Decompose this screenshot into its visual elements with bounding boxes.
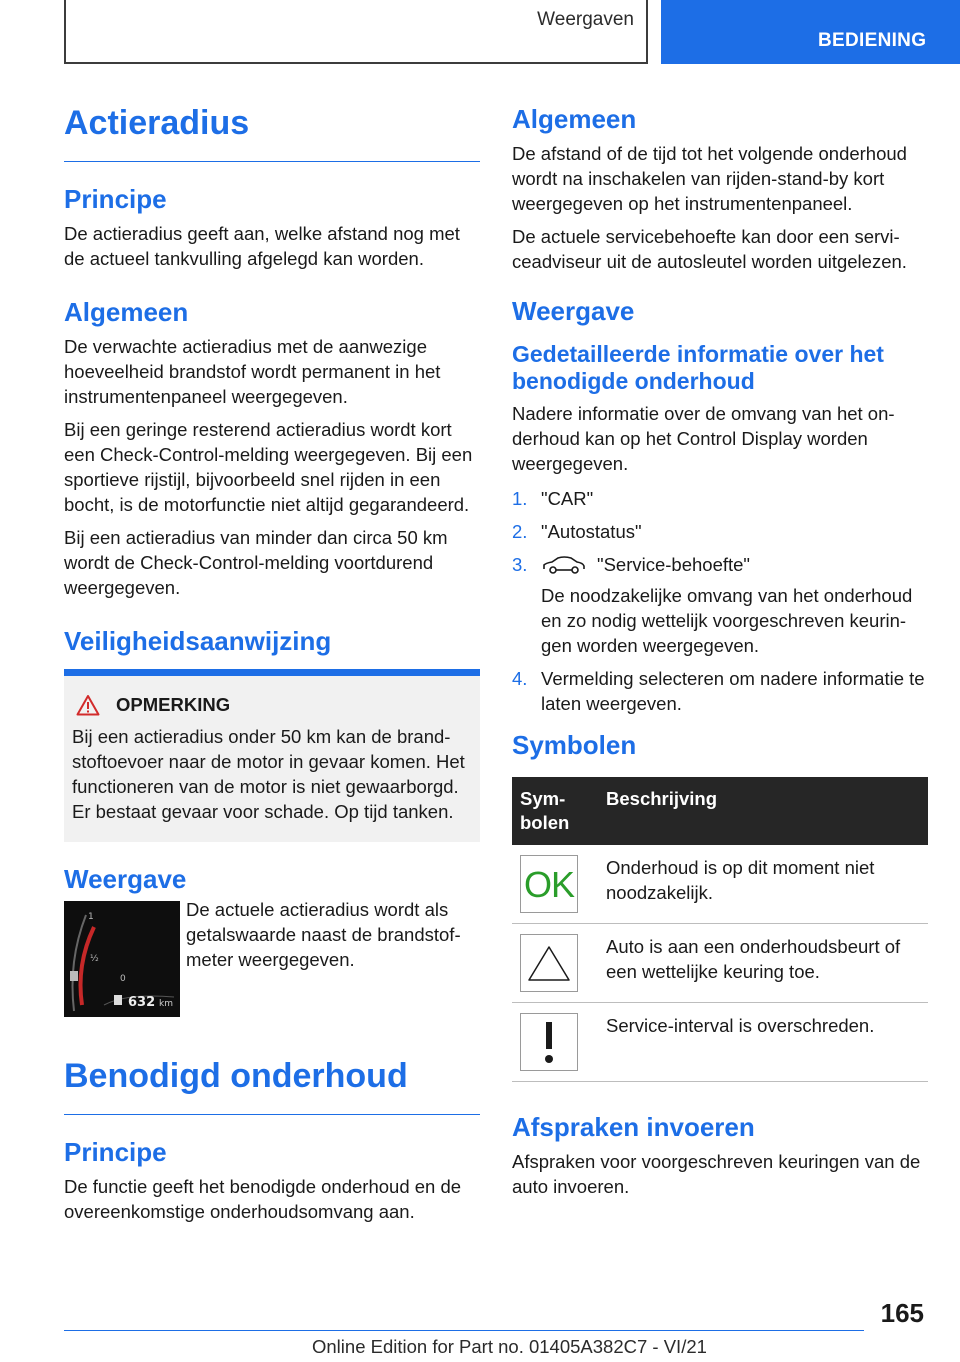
warning-box (64, 669, 480, 842)
list-item (512, 552, 928, 658)
cluster-range-unit: km (159, 999, 173, 1009)
header-section-box (64, 0, 648, 64)
warning-triangle-icon (76, 694, 100, 716)
footer-edition-text: Online Edition for Part no. 01405A382C7 - VI/21 (312, 1336, 707, 1357)
table-header-row (512, 777, 928, 845)
header-section-title: Weergaven (537, 9, 634, 30)
heading-rule (64, 161, 480, 162)
cluster-range-value: 632 (128, 995, 156, 1010)
algemeen-paragraph-1: De verwachte actieradius met de aanwezige hoeveelheid brandstof wordt permanent in het instrumentenpaneel weergegeven. (64, 336, 441, 407)
algemeen-onderhoud-paragraph-1: De afstand of de tijd tot het volgende onderhoud wordt na inschakelen van rijden-stand-by kort weergegeven op het instrumentenpaneel. (512, 143, 907, 214)
list-item (512, 666, 928, 716)
afspraken-text: Afspraken voor voorgeschreven keuringen van de auto invoeren. (512, 1151, 921, 1197)
page-number: 165 (880, 1298, 924, 1328)
heading-benodigd-onderhoud: Benodigd onderhoud (64, 1057, 408, 1095)
table-row (512, 1003, 928, 1082)
weergave-text: De actuele actieradius wordt als getalswaarde naast de brandstofmeter weergegeven. (186, 899, 461, 970)
heading-afspraken-invoeren: Afspraken invoeren (512, 1112, 755, 1142)
svg-text:1: 1 (88, 912, 94, 922)
left-column (64, 96, 480, 1232)
header-chapter-tab: BEDIENING (661, 0, 960, 64)
footer-rule (64, 1330, 864, 1331)
right-column (512, 104, 928, 1207)
table-cell-description: Onderhoud is op dit moment niet noodzakelijk. (598, 845, 928, 924)
table-row (512, 845, 928, 924)
step-text: Vermelding selecteren om nadere informatie te laten weergeven. (541, 668, 925, 714)
heading-principe-onderhoud: Principe (64, 1137, 167, 1167)
symbols-table (512, 777, 928, 1082)
algemeen-onderhoud-paragraph-2: De actuele servicebehoefte kan door een serviceadviseur uit de autosleutel worden uitgelezen. (512, 226, 907, 272)
step-number: 4. (512, 668, 528, 689)
heading-gedetailleerde-informatie: Gedetailleerde informatie over het benodigde onderhoud (512, 341, 884, 394)
heading-principe: Principe (64, 184, 167, 214)
exclamation-symbol-icon (520, 1013, 578, 1071)
table-header-symbols: Symbolen (512, 777, 598, 845)
table-header-description: Beschrijving (598, 777, 928, 845)
step-number: 1. (512, 488, 528, 509)
steps-list (512, 486, 928, 716)
step-number: 2. (512, 521, 528, 542)
algemeen-paragraph-2: Bij een geringe resterend actieradius wordt kort een Check-Control-melding weergegeven. Bij een sportieve rijstijl, bijvoorbeeld snel rijden in een bocht, is de motorfunctie niet altijd gegarandeerd. (64, 419, 473, 515)
detail-text: Nadere informatie over de omvang van het onderhoud kan op het Control Display worden weergegeven. (512, 403, 895, 474)
instrument-cluster-image (64, 901, 180, 1017)
step-text: "CAR" (541, 488, 594, 509)
step-subtext: De noodzakelijke omvang van het onderhoud en zo nodig wettelijk voorgeschreven keuringen worden weergegeven. (541, 585, 913, 656)
heading-algemeen: Algemeen (64, 297, 189, 327)
ok-symbol-icon: OK (520, 855, 578, 913)
heading-veiligheidsaanwijzing: Veiligheidsaanwijzing (64, 626, 332, 656)
heading-weergave-onderhoud: Weergave (512, 296, 635, 326)
warning-triangle-symbol-icon (520, 934, 578, 992)
list-item (512, 486, 928, 511)
step-text: "Autostatus" (541, 521, 642, 542)
warning-text: Bij een actieradius onder 50 km kan de brandstoftoevoer naar de motor in gevaar komen. Het functioneren van de motor is niet gewaarborgd. Er bestaat gevaar voor schade. Op tijd tanken. (72, 726, 465, 822)
heading-weergave: Weergave (64, 864, 187, 894)
algemeen-paragraph-3: Bij een actieradius van minder dan circa 50 km wordt de Check-Control-melding voortdurend weergegeven. (64, 527, 448, 598)
table-cell-description: Service-interval is overschreden. (598, 1003, 928, 1082)
principe-onderhoud-text: De functie geeft het benodigde onderhoud en de overeenkomstige onderhoudsomvang aan. (64, 1176, 462, 1222)
heading-actieradius: Actieradius (64, 104, 250, 142)
car-outline-icon (541, 555, 587, 575)
warning-label: OPMERKING (116, 694, 231, 715)
heading-algemeen-onderhoud: Algemeen (512, 104, 637, 134)
heading-symbolen: Symbolen (512, 730, 637, 760)
principe-text: De actieradius geeft aan, welke afstand nog met de actueel tankvulling afgelegd kan worden. (64, 223, 460, 269)
list-item (512, 519, 928, 544)
step-number: 3. (512, 554, 528, 575)
heading-rule (64, 1114, 480, 1115)
table-cell-description: Auto is aan een onderhoudsbeurt of een wettelijke keuring toe. (598, 924, 928, 1003)
step-text: "Service-behoefte" (597, 554, 750, 575)
table-row (512, 924, 928, 1003)
svg-text:½: ½ (90, 954, 99, 964)
svg-text:0: 0 (120, 974, 126, 984)
